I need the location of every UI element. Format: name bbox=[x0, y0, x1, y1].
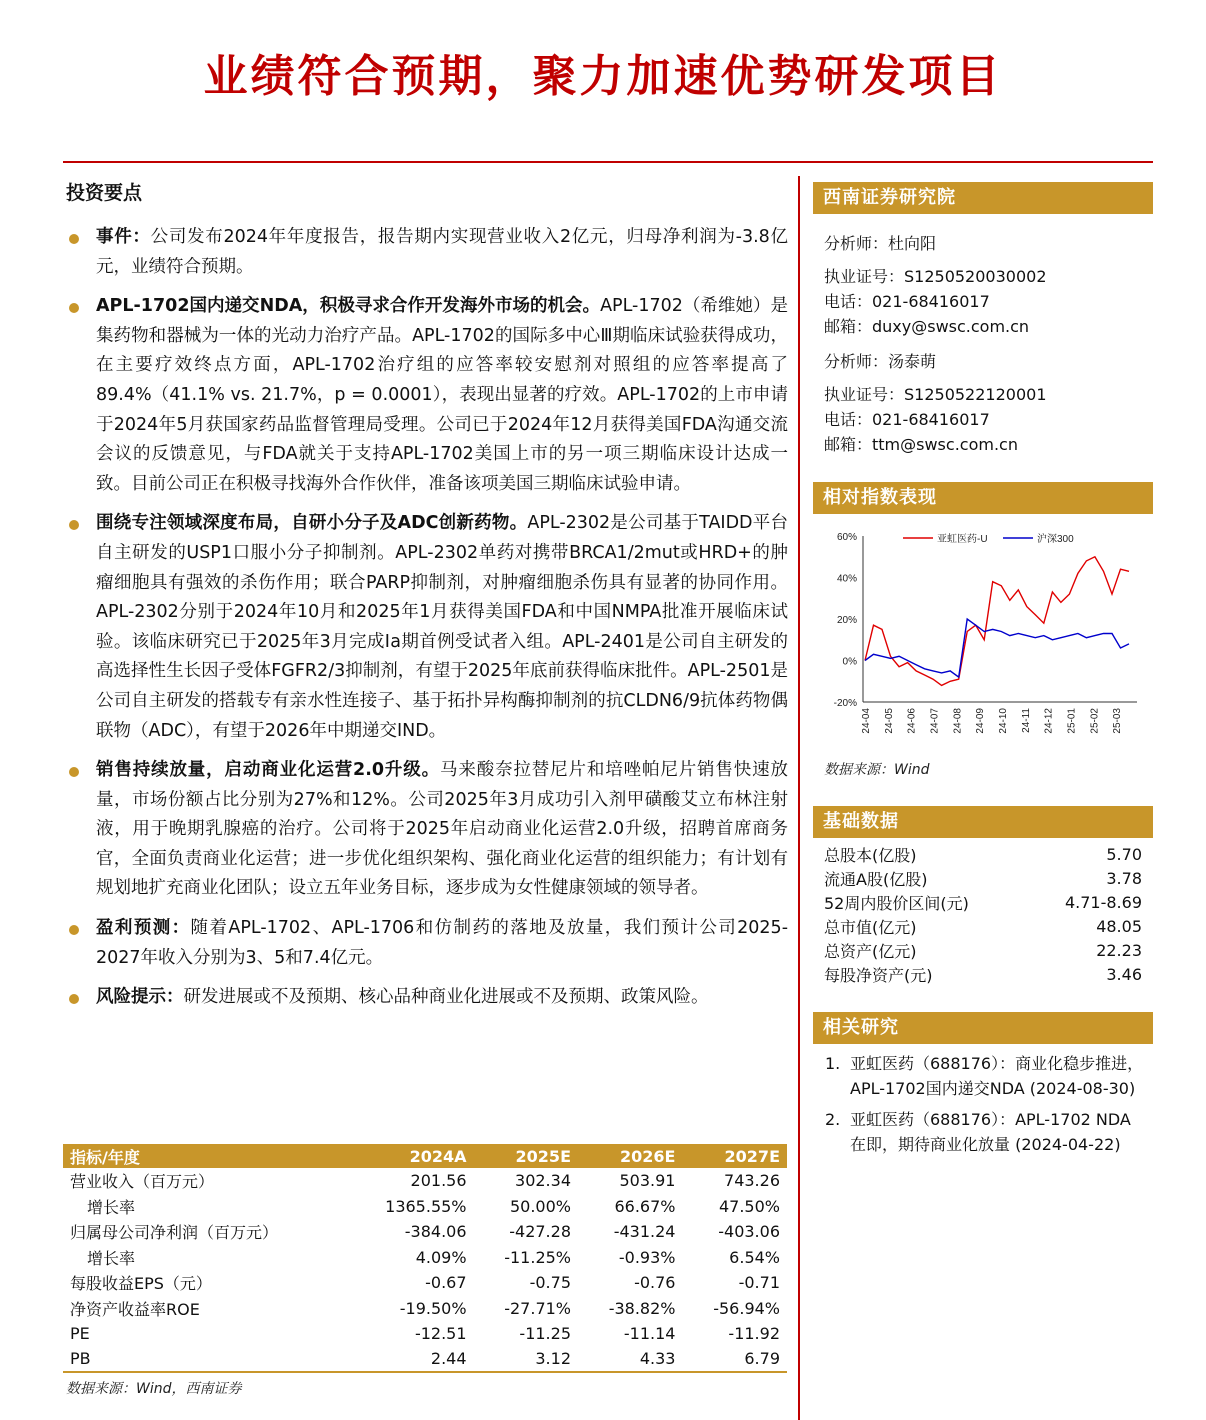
row-label: 增长率 bbox=[87, 1248, 136, 1268]
table-cell: -19.50% bbox=[399, 1298, 467, 1318]
research-text: 亚虹医药（688176）：商业化稳步推进，APL-1702国内递交NDA (2024-08-30) bbox=[850, 1054, 1144, 1098]
table-row bbox=[824, 866, 1142, 890]
related-research-list bbox=[825, 1051, 1145, 1163]
analyst-card bbox=[824, 349, 1047, 457]
table-cell: 6.79 bbox=[682, 1347, 787, 1373]
table-cell: 503.91 bbox=[619, 1171, 676, 1191]
y-tick-label: 20% bbox=[836, 615, 857, 626]
table-cell: -431.24 bbox=[613, 1222, 676, 1242]
y-tick-label: 0% bbox=[842, 656, 857, 668]
research-text: 亚虹医药（688176）：APL-1702 NDA在即，期待商业化放量 (2024-04-22) bbox=[850, 1110, 1131, 1154]
analyst-name: 分析师：汤泰萌 bbox=[824, 352, 937, 371]
table-row bbox=[824, 890, 1142, 914]
title-divider bbox=[63, 161, 1153, 163]
table-row bbox=[63, 1219, 787, 1245]
x-tick-label: 25-01 bbox=[1066, 708, 1078, 734]
highlight-lead: 销售持续放量，启动商业化运营2.0升级。 bbox=[96, 760, 440, 781]
related-research-header: 相关研究 bbox=[813, 1012, 1153, 1044]
table-header: 2027E bbox=[682, 1144, 787, 1168]
table-cell: -0.67 bbox=[425, 1273, 467, 1293]
table-cell: -56.94% bbox=[713, 1298, 780, 1318]
legend-label: 沪深300 bbox=[1037, 534, 1074, 545]
bullet-dot-icon bbox=[69, 234, 79, 244]
table-header: 指标/年度 bbox=[63, 1144, 350, 1168]
basic-label: 总市值(亿元) bbox=[824, 917, 917, 937]
table-header: 2024A bbox=[350, 1144, 473, 1168]
table-row bbox=[63, 1168, 787, 1194]
column-divider bbox=[798, 176, 800, 1420]
highlight-lead: 风险提示： bbox=[96, 987, 184, 1008]
series-line-1 bbox=[865, 619, 1129, 677]
table-cell: -11.14 bbox=[623, 1324, 676, 1344]
table-row bbox=[63, 1347, 787, 1373]
chart-source-note: 数据来源：Wind bbox=[824, 762, 930, 778]
table-cell: 6.54% bbox=[729, 1247, 780, 1267]
table-cell: -427.28 bbox=[509, 1222, 571, 1242]
basic-value: 5.70 bbox=[1106, 844, 1142, 864]
x-tick-label: 25-03 bbox=[1112, 708, 1124, 734]
table-cell: -384.06 bbox=[404, 1222, 467, 1242]
x-tick-label: 24-07 bbox=[929, 708, 941, 734]
table-row bbox=[63, 1296, 787, 1322]
basic-label: 总资产(亿元) bbox=[824, 941, 917, 961]
table-cell: -0.93% bbox=[618, 1247, 676, 1267]
row-label: 每股收益EPS（元） bbox=[70, 1274, 212, 1294]
basic-value: 3.78 bbox=[1106, 868, 1142, 888]
table-cell: 4.33 bbox=[578, 1347, 682, 1373]
institute-header: 西南证券研究院 bbox=[813, 182, 1153, 214]
highlight-forecast bbox=[63, 914, 788, 973]
x-tick-label: 24-12 bbox=[1043, 708, 1055, 734]
row-label: 归属母公司净利润（百万元） bbox=[70, 1223, 279, 1243]
x-tick-label: 24-11 bbox=[1020, 708, 1032, 733]
table-row bbox=[824, 962, 1142, 986]
highlight-risk bbox=[63, 983, 788, 1013]
basic-label: 总股本(亿股) bbox=[824, 845, 917, 865]
table-row bbox=[824, 914, 1142, 938]
section-title: 投资要点 bbox=[66, 182, 143, 204]
table-cell: -38.82% bbox=[608, 1298, 676, 1318]
table-cell: 743.26 bbox=[724, 1171, 780, 1191]
analyst-email[interactable]: 邮箱：ttm@swsc.com.cn bbox=[824, 435, 1018, 454]
analyst-email[interactable]: 邮箱：duxy@swsc.com.cn bbox=[824, 317, 1030, 336]
x-tick-label: 24-05 bbox=[883, 708, 895, 734]
highlight-sales bbox=[63, 756, 788, 904]
highlight-text: 随着APL-1702、APL-1706和仿制药的落地及放量，我们预计公司2025-2027年收入分别为3、5和7.4亿元。 bbox=[96, 918, 789, 968]
bullet-dot-icon bbox=[69, 767, 79, 777]
row-label: PB bbox=[63, 1347, 350, 1373]
highlight-lead: 盈利预测： bbox=[96, 918, 191, 939]
analyst-phone: 电话：021-68416017 bbox=[824, 292, 990, 311]
analyst-license: 执业证号：S1250520030002 bbox=[824, 267, 1047, 286]
table-header-row bbox=[63, 1144, 787, 1168]
x-tick-label: 25-02 bbox=[1089, 708, 1101, 734]
x-tick-label: 24-10 bbox=[998, 708, 1009, 734]
analyst-name: 分析师：杜向阳 bbox=[824, 234, 937, 253]
basic-label: 52周内股价区间(元) bbox=[824, 893, 969, 913]
table-cell: 1365.55% bbox=[385, 1196, 467, 1216]
table-cell: 50.00% bbox=[509, 1196, 571, 1216]
bullet-dot-icon bbox=[69, 994, 79, 1004]
table-row bbox=[824, 842, 1142, 866]
analyst-phone: 电话：021-68416017 bbox=[824, 410, 990, 429]
highlight-text: 公司发布2024年年度报告，报告期内实现营业收入2亿元，归母净利润为-3.8亿元，业绩符合预期。 bbox=[96, 227, 788, 277]
table-header: 2026E bbox=[578, 1144, 682, 1168]
row-label: 净资产收益率ROE bbox=[70, 1299, 200, 1319]
basic-value: 4.71-8.69 bbox=[1064, 892, 1142, 912]
table-cell: -11.92 bbox=[728, 1324, 780, 1344]
index-performance-header: 相对指数表现 bbox=[813, 482, 1153, 514]
highlight-event bbox=[63, 223, 788, 282]
investment-highlights bbox=[63, 178, 788, 1023]
table-cell: -0.75 bbox=[529, 1273, 571, 1293]
table-cell: -403.06 bbox=[718, 1222, 780, 1242]
x-tick-label: 24-09 bbox=[975, 708, 987, 734]
table-row bbox=[63, 1321, 787, 1347]
legend-label: 亚虹医药-U bbox=[937, 534, 988, 545]
table-cell: 47.50% bbox=[718, 1196, 780, 1216]
table-header: 2025E bbox=[474, 1144, 578, 1168]
table-cell: -11.25% bbox=[504, 1247, 571, 1267]
table-cell: 4.09% bbox=[415, 1247, 467, 1267]
basic-value: 48.05 bbox=[1096, 916, 1142, 936]
table-cell: -12.51 bbox=[414, 1324, 467, 1344]
x-tick-label: 24-08 bbox=[952, 708, 964, 734]
highlight-text: 马来酸奈拉替尼片和培唑帕尼片销售快速放量，市场份额占比分别为27%和12%。公司2025年3月成功引入剂甲磺酸艾立布林注射液，用于晚期乳腺癌的治疗。公司将于2025年启动商业化运营2.0升级，招聘首席商务官，全面负责商业化运营；进一步优化组织架构、强化商业化运营的组织能力；有计划有规划地扩充商业化团队；设立五年业务目标，逐步成为女性健康领域的领导者。 bbox=[96, 760, 788, 899]
table-row bbox=[824, 938, 1142, 962]
table-source-note: 数据来源：Wind，西南证券 bbox=[66, 1381, 242, 1397]
x-tick-label: 24-04 bbox=[861, 708, 872, 734]
basic-value: 3.46 bbox=[1106, 964, 1142, 984]
row-label: 营业收入（百万元） bbox=[70, 1172, 215, 1192]
analyst-license: 执业证号：S1250522120001 bbox=[824, 385, 1047, 404]
report-title: 业绩符合预期，聚力加速优势研发项目 bbox=[203, 51, 1003, 102]
basic-value: 22.23 bbox=[1096, 940, 1142, 960]
table-cell: 201.56 bbox=[410, 1171, 467, 1191]
row-label: 增长率 bbox=[87, 1197, 136, 1217]
table-cell: -0.71 bbox=[738, 1273, 780, 1293]
table-cell: -11.25 bbox=[519, 1324, 571, 1344]
highlight-text: APL-2302是公司基于TAIDD平台自主研发的USP1口服小分子抑制剂。APL-2302单药对携带BRCA1/2mut或HRD+的肿瘤细胞具有强效的杀伤作用；联合PARP抑制剂，对肿瘤细胞杀伤具有显著的协同作用。APL-2302分别于2024年10月和2025年1月获得美国FDA和中国NMPA批准开展临床试验。该临床研究已于2025年3月完成Ⅰa期首例受试者入组。APL-2401是公司自主研发的高选择性生长因子受体FGFR2/3抑制剂，有望于2025年底前获得临床批件。APL-2501是公司自主研发的搭载专有亲水性连接子、基于拓扑异构酶抑制剂的抗CLDN6/9抗体药物偶联物（ADC），有望于2026年中期递交IND。 bbox=[96, 513, 789, 741]
analyst-card bbox=[824, 231, 1047, 339]
basic-data-table bbox=[824, 842, 1142, 986]
row-label: PE bbox=[70, 1324, 90, 1344]
table-cell: 66.67% bbox=[614, 1196, 676, 1216]
highlight-apl1702 bbox=[63, 292, 788, 499]
research-item[interactable] bbox=[825, 1051, 1145, 1101]
table-row bbox=[63, 1194, 787, 1220]
y-tick-label: -20% bbox=[833, 698, 857, 709]
highlight-list bbox=[63, 223, 788, 1013]
y-tick-label: 60% bbox=[836, 532, 857, 543]
table-row bbox=[63, 1245, 787, 1271]
highlight-lead: 事件： bbox=[96, 227, 151, 247]
bullet-dot-icon bbox=[69, 303, 79, 313]
highlight-pipeline bbox=[63, 509, 788, 746]
basic-label: 流通A股(亿股) bbox=[824, 869, 928, 889]
table-cell: 302.34 bbox=[515, 1171, 571, 1191]
table-row bbox=[63, 1270, 787, 1296]
bullet-dot-icon bbox=[69, 520, 79, 530]
highlight-text: APL-1702（希维她）是集药物和器械为一体的光动力治疗产品。APL-1702的国际多中心Ⅲ期临床试验获得成功，在主要疗效终点方面，APL-1702治疗组的应答率较安慰剂对照组的应答率提高了89.4%（41.1% vs. 21.7%，p = 0.0001），表现出显著的疗效。APL-1702的上市申请于2024年5月获国家药品监督管理局受理。公司已于2024年12月获得美国FDA沟通交流会议的反馈意见，与FDA就关于支持APL-1702美国上市的另一项三期临床设计达成一致。目前公司正在积极寻找海外合作伙伴，准备该项美国三期临床试验申请。 bbox=[96, 296, 788, 494]
highlight-lead: APL-1702国内递交NDA，积极寻求合作开发海外市场的机会。 bbox=[96, 296, 601, 317]
y-tick-label: 40% bbox=[836, 573, 857, 585]
relative-index-chart bbox=[813, 524, 1153, 750]
research-item[interactable] bbox=[825, 1107, 1145, 1157]
basic-label: 每股净资产(元) bbox=[824, 965, 933, 985]
table-cell: -27.71% bbox=[504, 1298, 571, 1318]
series-line-0 bbox=[865, 557, 1129, 686]
basic-data-header: 基础数据 bbox=[813, 806, 1153, 838]
table-cell: -0.76 bbox=[634, 1273, 676, 1293]
bullet-dot-icon bbox=[69, 925, 79, 935]
x-tick-label: 24-06 bbox=[906, 708, 918, 734]
highlight-lead: 围绕专注领域深度布局，自研小分子及ADC创新药物。 bbox=[96, 513, 528, 534]
table-cell: 2.44 bbox=[350, 1347, 473, 1373]
research-number: 2. bbox=[825, 1110, 841, 1129]
table-cell: 3.12 bbox=[474, 1347, 578, 1373]
highlight-text: 研发进展或不及预期、核心品种商业化进展或不及预期、政策风险。 bbox=[183, 987, 709, 1008]
financial-forecast-table bbox=[63, 1144, 787, 1373]
research-number: 1. bbox=[825, 1054, 841, 1073]
